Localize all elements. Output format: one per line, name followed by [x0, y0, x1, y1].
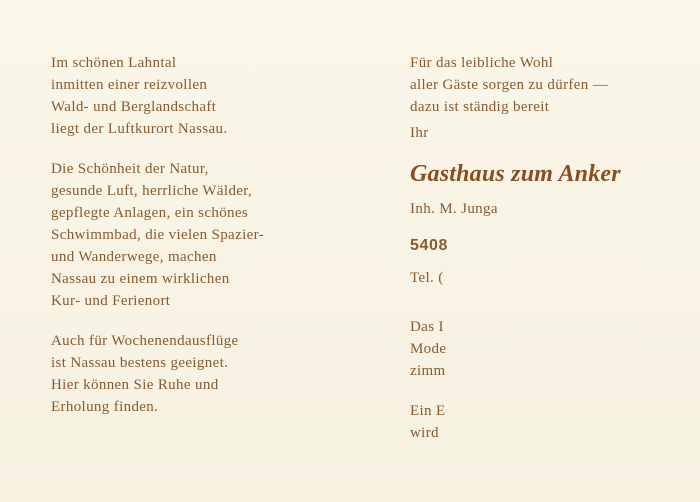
cut-off-paragraph-closing	[410, 400, 452, 444]
text-fragment: wird	[410, 425, 439, 441]
text-line: ist Nassau bestens geeignet.	[51, 355, 229, 371]
text-fragment: Ein E	[410, 403, 446, 419]
owner-line	[410, 198, 700, 220]
text-line: Schwimmbad, die vielen Spazier-	[51, 227, 264, 243]
cut-off-paragraph-rooms	[410, 316, 452, 382]
text-line: Hier können Sie Ruhe und	[51, 377, 219, 393]
text-line: dazu ist ständig bereit	[410, 99, 550, 115]
hospitality-paragraph	[410, 52, 700, 144]
text-line: Im schönen Lahntal	[51, 55, 177, 71]
text-line: liegt der Luftkurort Nassau.	[51, 121, 228, 137]
text-line: Die Schönheit der Natur,	[51, 161, 209, 177]
owner-name: Inh. M. Junga	[410, 201, 498, 217]
nature-paragraph	[51, 158, 361, 312]
text-line: Wald- und Berglandschaft	[51, 99, 217, 115]
text-line: Kur- und Ferienort	[51, 293, 171, 309]
text-line: aller Gäste sorgen zu dürfen —	[410, 77, 609, 93]
text-fragment: Das I	[410, 319, 444, 335]
right-column	[410, 52, 700, 220]
text-line: und Wanderwege, machen	[51, 249, 217, 265]
text-fragment: zimm	[410, 363, 446, 379]
telephone-fragment: Tel. (	[410, 270, 444, 286]
text-line: inmitten einer reizvollen	[51, 77, 208, 93]
left-column	[51, 52, 361, 418]
postcode-fragment: 5408	[410, 237, 448, 254]
intro-paragraph	[51, 52, 361, 140]
text-line: Auch für Wochenendausflüge	[51, 333, 239, 349]
salutation: Ihr	[410, 125, 429, 141]
text-fragment: Mode	[410, 341, 447, 357]
business-name: Gasthaus zum Anker	[410, 161, 621, 187]
text-line: gesunde Luft, herrliche Wälder,	[51, 183, 253, 199]
text-line: gepflegte Anlagen, ein schönes	[51, 205, 249, 221]
text-line: Für das leibliche Wohl	[410, 55, 554, 71]
text-line: Erholung finden.	[51, 399, 159, 415]
text-line: Nassau zu einem wirklichen	[51, 271, 230, 287]
weekend-paragraph	[51, 330, 361, 418]
